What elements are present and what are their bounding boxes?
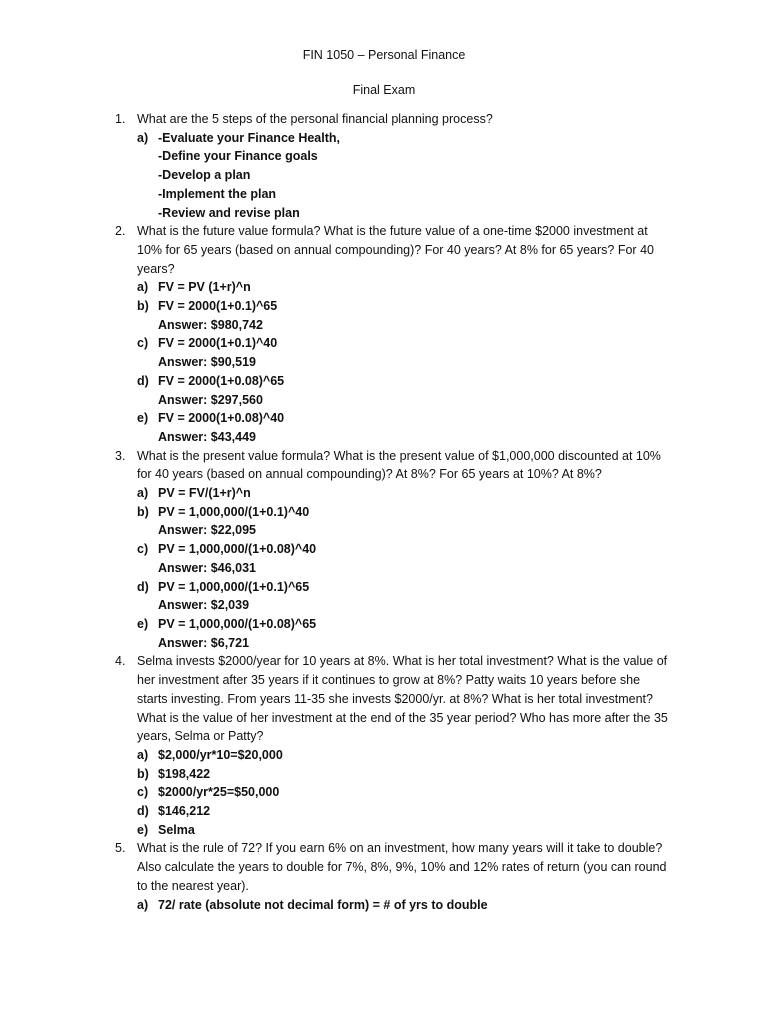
document-title: FIN 1050 – Personal Finance <box>302 48 466 62</box>
answer-item <box>137 746 672 765</box>
answer-letter: a) <box>137 897 149 912</box>
question-3 <box>0 447 672 653</box>
answer-item <box>137 540 672 577</box>
question-1 <box>0 110 672 222</box>
answer-line: Answer: $980,742 <box>158 317 263 332</box>
answer-line: Answer: $297,560 <box>158 392 263 407</box>
question-text: Selma invests $2000/year for 10 years at 8%. What is her total investment? What is the value of her investment after 35 years if it continues to grow at 8%? Patty waits 10 years before she starts investing. From years 11-35 she invests $2000/yr. at 8%? What is her total investment? What is the value of her investment at the end of the 35 year period? Who has more after the 35 years, Selma or Patty? <box>137 654 668 744</box>
answer-list <box>137 746 672 840</box>
answer-line: -Evaluate your Finance Health, <box>158 130 340 145</box>
answer-line: FV = 2000(1+0.1)^40 <box>158 336 278 351</box>
answer-item <box>137 372 672 409</box>
answer-line: Answer: $90,519 <box>158 355 256 370</box>
answer-item <box>137 334 672 371</box>
answer-line: FV = 2000(1+0.08)^65 <box>158 373 285 388</box>
answer-letter: d) <box>137 579 149 594</box>
answer-letter: e) <box>137 411 149 426</box>
answer-letter: c) <box>137 542 149 557</box>
question-number: 4. <box>115 654 126 669</box>
answer-line: Answer: $2,039 <box>158 598 250 613</box>
answer-item <box>137 765 672 784</box>
question-number: 5. <box>115 841 126 856</box>
answer-line: PV = 1,000,000/(1+0.1)^65 <box>158 579 310 594</box>
answer-letter: e) <box>137 822 149 837</box>
answer-line: $2000/yr*25=$50,000 <box>158 785 280 800</box>
answer-letter: d) <box>137 373 149 388</box>
answer-letter: a) <box>137 280 149 295</box>
answer-item <box>137 783 672 802</box>
answer-line: Answer: $43,449 <box>158 429 256 444</box>
answer-line: FV = 2000(1+0.1)^65 <box>158 299 278 314</box>
answer-line: PV = 1,000,000/(1+0.08)^40 <box>158 542 317 557</box>
question-number: 2. <box>115 224 126 239</box>
answer-line: Selma <box>158 822 195 837</box>
answer-letter: c) <box>137 785 149 800</box>
answer-line: -Implement the plan <box>158 186 277 201</box>
answer-line: $198,422 <box>158 766 211 781</box>
answer-letter: a) <box>137 130 149 145</box>
answer-item <box>137 503 672 540</box>
answer-line: PV = 1,000,000/(1+0.08)^65 <box>158 616 317 631</box>
answer-item <box>137 821 672 840</box>
question-2 <box>0 222 672 446</box>
answer-item <box>137 484 672 503</box>
question-5 <box>0 839 672 914</box>
answer-item <box>137 129 672 223</box>
answer-letter: a) <box>137 747 149 762</box>
answer-line: FV = 2000(1+0.08)^40 <box>158 411 285 426</box>
question-text: What are the 5 steps of the personal financial planning process? <box>137 112 493 126</box>
answer-line: Answer: $22,095 <box>158 523 256 538</box>
question-text: What is the rule of 72? If you earn 6% on an investment, how many years will it take to double? Also calculate the years to double for 7%, 8%, 9%, 10% and 12% rates of return (you can round to the nearest year). <box>137 841 667 893</box>
answer-letter: b) <box>137 299 149 314</box>
answer-item <box>137 278 672 297</box>
answer-item <box>137 896 672 915</box>
question-4 <box>0 652 672 839</box>
answer-line: FV = PV (1+r)^n <box>158 280 251 295</box>
answer-letter: d) <box>137 804 149 819</box>
answer-line: $146,212 <box>158 804 211 819</box>
answer-item <box>137 409 672 446</box>
question-number: 1. <box>115 112 126 126</box>
answer-letter: b) <box>137 766 149 781</box>
answer-list <box>137 484 672 652</box>
answer-line: -Develop a plan <box>158 168 251 183</box>
answer-letter: c) <box>137 336 149 351</box>
answer-line: PV = FV/(1+r)^n <box>158 486 251 501</box>
answer-list <box>137 278 672 446</box>
question-text: What is the future value formula? What is the future value of a one-time $2000 investment at 10% for 65 years (based on annual compounding)? For 40 years? At 8% for 65 years? For 40 years? <box>137 224 654 276</box>
answer-line: Answer: $46,031 <box>158 560 256 575</box>
answer-line: $2,000/yr*10=$20,000 <box>158 747 283 762</box>
question-number: 3. <box>115 448 126 463</box>
answer-item <box>137 297 672 334</box>
question-text: What is the present value formula? What is the present value of $1,000,000 discounted at 10% for 40 years (based on annual compounding)? At 8%? For 65 years at 10%? At 8%? <box>137 448 661 482</box>
answer-letter: e) <box>137 616 149 631</box>
question-list <box>0 110 768 914</box>
answer-line: 72/ rate (absolute not decimal form) = # of yrs to double <box>158 897 488 912</box>
answer-line: -Define your Finance goals <box>158 149 318 164</box>
answer-letter: b) <box>137 504 149 519</box>
answer-item <box>137 802 672 821</box>
answer-list <box>137 129 672 223</box>
answer-line: Answer: $6,721 <box>158 635 250 650</box>
answer-list <box>137 896 672 915</box>
answer-line: PV = 1,000,000/(1+0.1)^40 <box>158 504 310 519</box>
answer-item <box>137 578 672 615</box>
answer-letter: a) <box>137 486 149 501</box>
answer-line: -Review and revise plan <box>158 205 300 220</box>
document-subtitle: Final Exam <box>352 83 416 97</box>
answer-item <box>137 615 672 652</box>
